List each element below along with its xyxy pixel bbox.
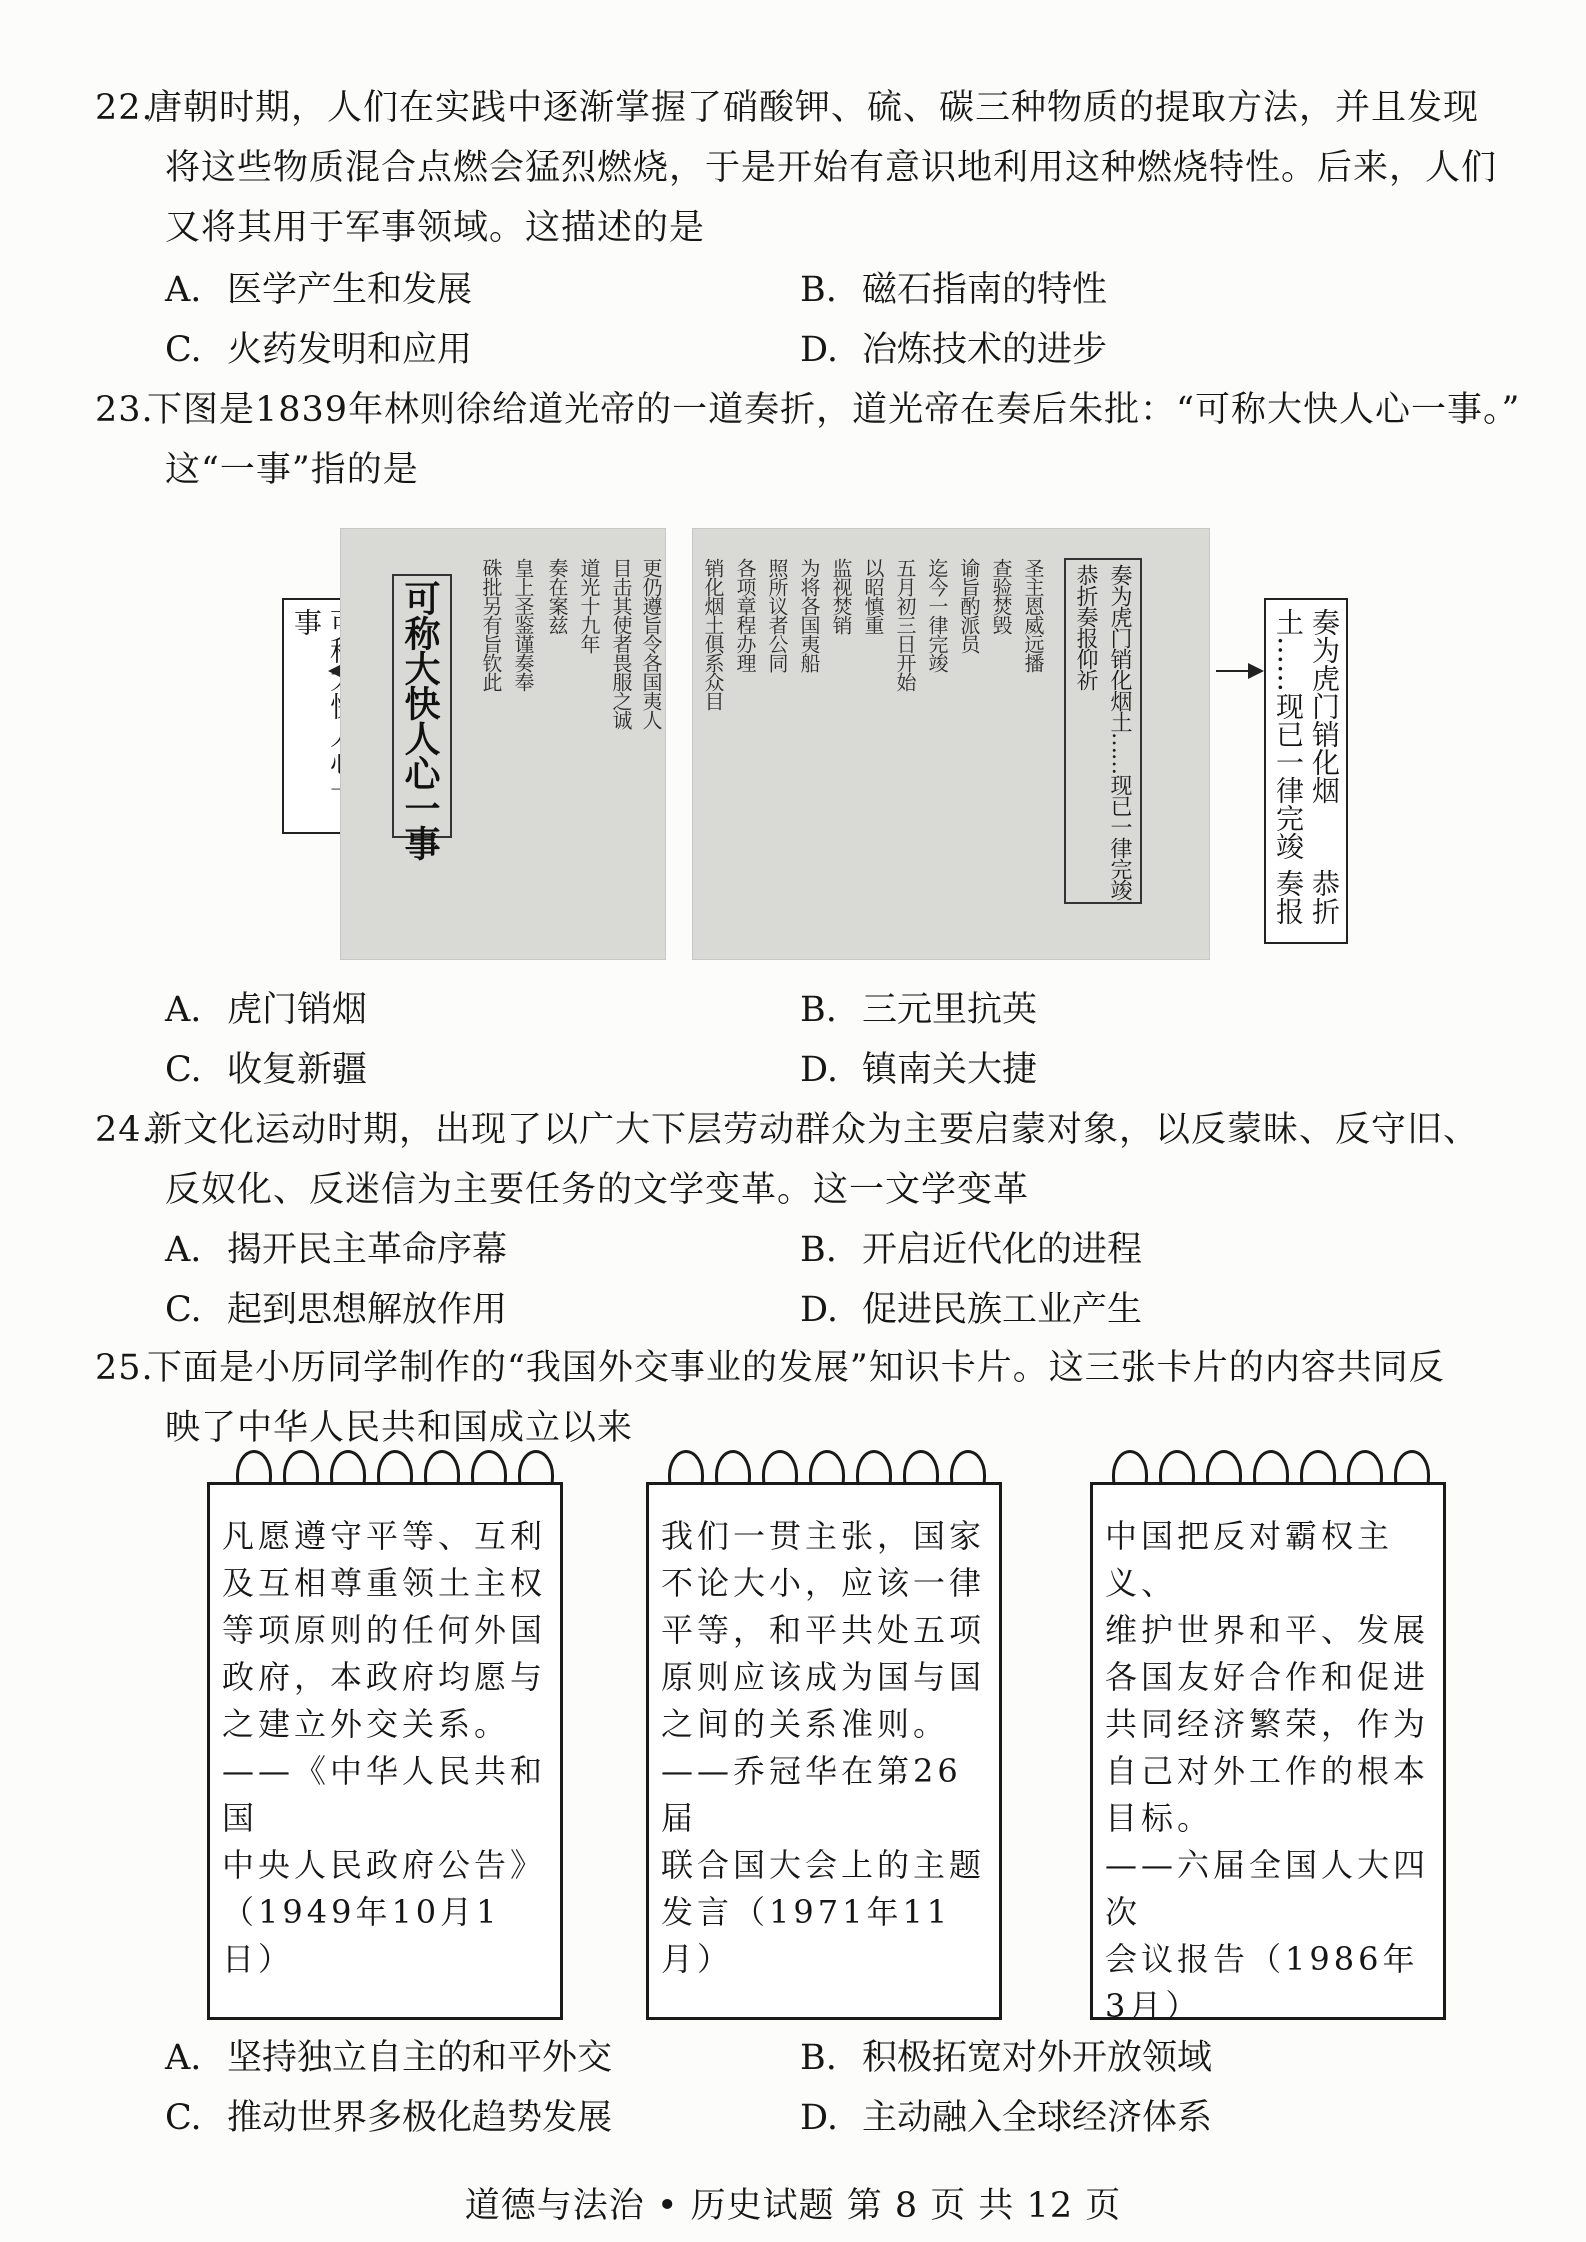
q25-line-2: 映了中华人民共和国成立以来 (165, 1408, 634, 1448)
memorial-col: 奏在案兹 (545, 558, 569, 634)
q25-option-a[interactable]: A. 坚持独立自主的和平外交 (165, 2038, 613, 2078)
memorial-col: 圣主恩威远播 (1021, 558, 1045, 672)
q22-line-2: 将这些物质混合点燃会猛烈燃烧，于是开始有意识地利用这种燃烧特性。后来，人们 (165, 148, 1498, 188)
card-2-text: 我们一贯主张，国家 不论大小，应该一律 平等，和平共处五项 原则应该成为国与国 之间的关系准则。 ——乔冠华在第26届 联合国大会上的主题 发言（1971年11月） (661, 1517, 986, 1978)
q24-line-2: 反奴化、反迷信为主要任务的文学变革。这一文学变革 (165, 1170, 1030, 1210)
zhupi-text: 可称大快人心一事 (399, 580, 441, 860)
q22-number: 22. (95, 88, 154, 128)
q24-option-d[interactable]: D. 促进民族工业产生 (800, 1290, 1143, 1330)
memorial-col: 以昭慎重 (861, 558, 885, 634)
q24-number: 24. (95, 1110, 154, 1150)
knowledge-card-2 (646, 1482, 1002, 2020)
q22-option-d[interactable]: D. 冶炼技术的进步 (800, 330, 1108, 370)
memorial-col: 查验焚毁 (989, 558, 1013, 634)
memorial-col: 目击其使者畏服之诚 (609, 558, 633, 729)
memorial-col: 道光十九年 (577, 558, 601, 653)
knowledge-card-3 (1090, 1482, 1446, 2025)
memorial-col: 销化烟土俱系众目 (701, 558, 725, 710)
memorial-col: 迄今一律完竣 (925, 558, 949, 672)
memorial-col: 监视焚销 (829, 558, 853, 634)
q22-option-b[interactable]: B. 磁石指南的特性 (800, 270, 1108, 310)
q22-line-1 (95, 86, 1479, 130)
q23-line-2: 这“一事”指的是 (165, 450, 419, 490)
memorial-left-page (340, 528, 666, 960)
memorial-col: 五月初三日开始 (893, 558, 917, 691)
card-1-text: 凡愿遵守平等、互利 及互相尊重领土主权 等项原则的任何外国 政府，本政府均愿与 之建立外交关系。 ——《中华人民共和国 中央人民政府公告》 （1949年10月1日） (222, 1517, 547, 1978)
memorial-col: 各项章程办理 (733, 558, 757, 672)
memorial-figure (290, 528, 1341, 960)
q24-line-1 (95, 1108, 1479, 1152)
q25-option-d[interactable]: D. 主动融入全球经济体系 (800, 2098, 1213, 2138)
memorial-col: 恭折奏报仰祈 (1073, 564, 1098, 690)
q22-line-3: 又将其用于军事领域。这描述的是 (165, 208, 706, 248)
right-annotation-text-2: 恭折奏报 (1272, 868, 1341, 925)
right-annotation-text-1: 奏为虎门销化烟土……现已一律完竣 (1272, 608, 1341, 860)
q23-line-1 (95, 388, 1520, 432)
q25-option-b[interactable]: B. 积极拓宽对外开放领域 (800, 2038, 1213, 2078)
q25-text-1: 下面是小历同学制作的“我国外交事业的发展”知识卡片。这三张卡片的内容共同反 (147, 1348, 1445, 1388)
q23-option-d[interactable]: D. 镇南关大捷 (800, 1050, 1038, 1090)
memorial-col: 皇上圣鉴谨奏奉 (511, 558, 535, 691)
q24-text-1: 新文化运动时期，出现了以广大下层劳动群众为主要启蒙对象，以反蒙昧、反守旧、 (147, 1110, 1480, 1150)
memorial-col: 为将各国夷船 (797, 558, 821, 672)
q24-option-a[interactable]: A. 揭开民主革命序幕 (165, 1230, 508, 1270)
page-footer: 道德与法治 • 历史试题 第 8 页 共 12 页 (464, 2186, 1122, 2226)
q23-option-b[interactable]: B. 三元里抗英 (800, 990, 1038, 1030)
memorial-col: 奏为虎门销化烟土……现已一律完竣 (1107, 564, 1132, 900)
memorial-col: 更仍遵旨令各国夷人 (639, 558, 663, 729)
right-annotation-box (1264, 598, 1348, 944)
left-annotation-box: 事 (282, 598, 366, 834)
q25-number: 25. (95, 1348, 154, 1388)
q24-option-b[interactable]: B. 开启近代化的进程 (800, 1230, 1143, 1270)
q22-text-1: 唐朝时期，人们在实践中逐渐掌握了硝酸钾、硫、碳三种物质的提取方法，并且发现 (147, 88, 1480, 128)
q24-option-c[interactable]: C. 起到思想解放作用 (165, 1290, 508, 1330)
right-arrow-head (1248, 663, 1264, 679)
q25-line-1 (95, 1346, 1445, 1390)
memorial-col: 谕旨酌派员 (957, 558, 981, 653)
card-3-text: 中国把反对霸权主义、 维护世界和平、发展 各国友好合作和促进 共同经济繁荣，作为 自己对外工作的根本 目标。 ——六届全国人大四次 会议报告（1986年3月） (1105, 1517, 1430, 2025)
q23-option-a[interactable]: A. 虎门销烟 (165, 990, 368, 1030)
q23-option-c[interactable]: C. 收复新疆 (165, 1050, 368, 1090)
q23-number: 23. (95, 390, 154, 430)
memorial-col: 照所议者公同 (765, 558, 789, 672)
q25-option-c[interactable]: C. 推动世界多极化趋势发展 (165, 2098, 613, 2138)
q23-text-1: 下图是1839年林则徐给道光帝的一道奏折，道光帝在奏后朱批：“可称大快人心一事。” (147, 390, 1521, 430)
knowledge-card-1 (207, 1482, 563, 2020)
q22-option-c[interactable]: C. 火药发明和应用 (165, 330, 473, 370)
memorial-right-page (692, 528, 1210, 960)
q22-option-a[interactable]: A. 医学产生和发展 (165, 270, 473, 310)
memorial-col: 硃批另有旨钦此 (479, 558, 503, 691)
